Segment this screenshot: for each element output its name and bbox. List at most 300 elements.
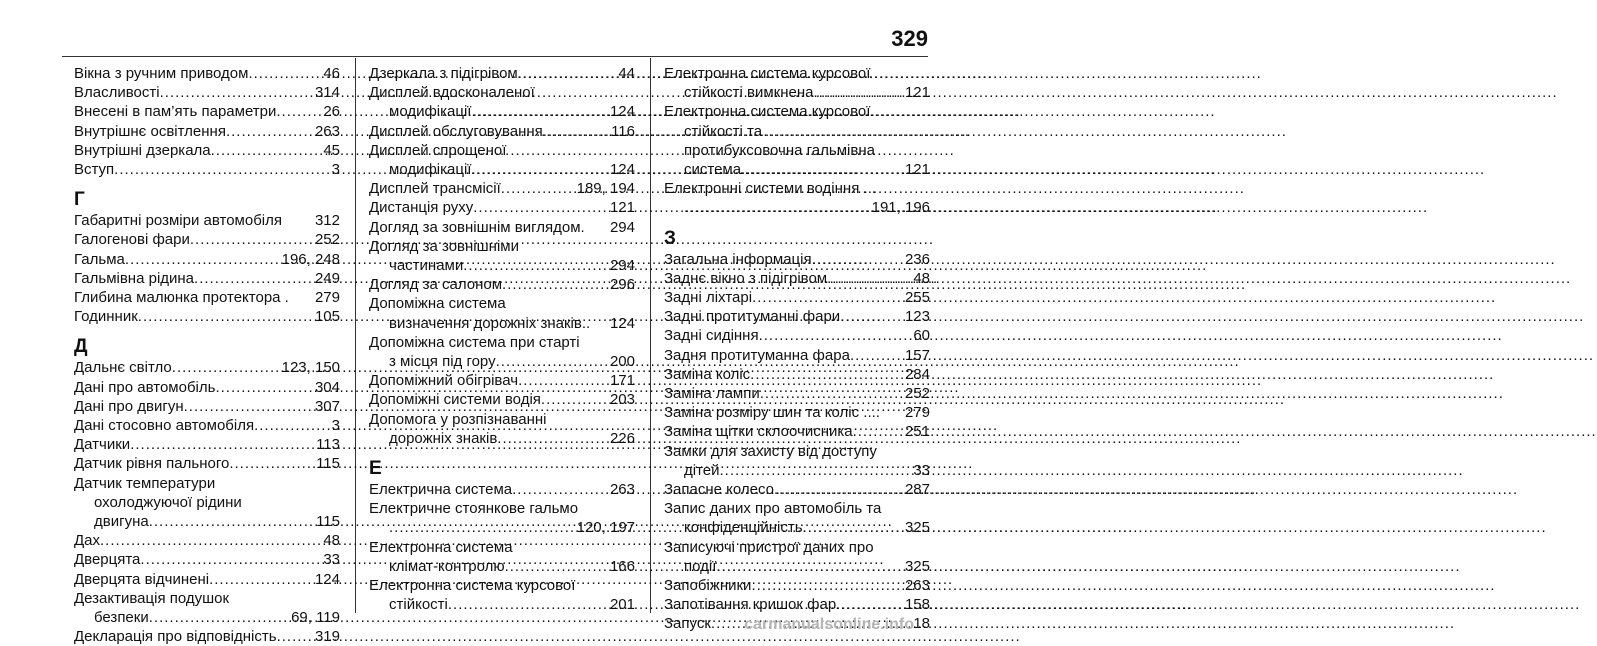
entry-term: Габаритні розміри автомобіля	[74, 212, 282, 230]
index-entry	[74, 141, 340, 160]
index-entry	[369, 83, 635, 121]
index-entry	[74, 211, 340, 230]
dot-leader	[471, 102, 608, 121]
index-entry	[664, 595, 930, 614]
index-entry-line	[369, 314, 635, 333]
index-entry-line	[664, 250, 930, 269]
page-reference: 33	[913, 461, 930, 479]
dot-leader	[543, 122, 609, 141]
index-entry-line	[664, 403, 930, 422]
index-entry-line	[369, 480, 635, 499]
index-entry	[74, 550, 340, 569]
dot-leader	[750, 365, 903, 384]
entry-term: Заміна розміру шин та коліс ....	[664, 404, 880, 422]
index-entry-line	[74, 435, 340, 454]
entry-term: Заміна щітки склоочисника	[664, 423, 853, 441]
index-entry	[664, 102, 930, 179]
letter-heading: Г	[74, 189, 85, 211]
entry-term: клімат-контролю	[389, 557, 505, 575]
page-reference: 33	[323, 551, 340, 569]
entry-term: модифікації	[389, 103, 472, 121]
entry-term: Внутрішні дзеркала	[74, 141, 211, 159]
index-entry-line	[369, 518, 635, 537]
page-reference: 121	[904, 161, 930, 179]
entry-term: Заміна лампи	[664, 385, 760, 403]
index-entry-line	[664, 346, 930, 365]
index-entry-line	[74, 64, 340, 83]
index-entry	[369, 390, 635, 409]
page-reference: 44	[618, 65, 635, 82]
index-entry-line	[74, 454, 340, 473]
dot-leader	[741, 160, 903, 179]
index-entry	[74, 570, 340, 589]
page-reference: 255	[904, 289, 930, 307]
dot-leader	[114, 160, 329, 179]
page-reference: 307	[314, 397, 340, 415]
page-reference: 124	[609, 103, 635, 121]
dot-leader	[473, 198, 608, 217]
entry-term: з місця під гору	[389, 353, 496, 371]
entry-term: Дистанція руху	[369, 199, 474, 217]
index-entry	[74, 627, 340, 646]
entry-term: Електронна система курсової	[664, 65, 871, 82]
entry-term: дітей	[684, 461, 720, 479]
page-reference: 325	[904, 519, 930, 537]
page-reference: 116	[611, 122, 635, 140]
dot-leader	[774, 480, 903, 499]
entry-term: Дисплей трансмісії	[369, 180, 501, 198]
page-reference: 314	[314, 84, 340, 102]
index-entry-line	[74, 589, 340, 608]
page-reference: 296	[609, 276, 635, 294]
index-entry-line	[664, 576, 930, 595]
entry-term: Дисплей спрощеної	[369, 141, 507, 159]
entry-term: Дані про автомобіль	[74, 378, 216, 396]
index-entry-line	[369, 83, 635, 102]
index-entry-line	[664, 141, 930, 160]
entry-term: Декларація про відповідність	[74, 628, 277, 646]
letter-heading: Е	[369, 458, 382, 480]
index-entry-line	[74, 288, 340, 307]
page-reference: 203	[609, 391, 635, 409]
index-entry-line	[74, 474, 340, 493]
entry-term: частинами	[389, 257, 464, 275]
entry-term: Дальнє світло	[74, 359, 172, 377]
index-entry	[74, 288, 340, 307]
entry-term: двигуна	[94, 513, 149, 531]
dot-leader	[518, 371, 608, 390]
index-entry	[74, 416, 340, 435]
index-entry-line	[369, 371, 635, 390]
dot-leader	[814, 83, 903, 102]
index-entry	[664, 403, 930, 422]
page-reference: 189, 194	[576, 180, 635, 198]
page-reference: 252	[314, 231, 340, 249]
index-entry	[369, 275, 635, 294]
entry-term: Електронна система курсової	[369, 577, 576, 595]
index-entry	[369, 218, 635, 237]
dot-leader	[505, 557, 608, 576]
index-entry	[74, 269, 340, 288]
entry-term: Допоміжний обігрівач	[369, 372, 519, 390]
page-reference: 124	[314, 570, 340, 588]
index-entry-line	[369, 595, 635, 614]
page-reference: 294	[609, 218, 635, 236]
dot-leader	[190, 230, 313, 249]
index-entry-line	[74, 512, 340, 531]
dot-leader	[836, 595, 903, 614]
page-reference: 191, 196	[871, 199, 930, 217]
index-entry	[664, 307, 930, 326]
index-entry	[369, 122, 635, 141]
dot-leader	[751, 576, 903, 595]
index-entry-line	[369, 410, 635, 429]
index-entry	[664, 250, 930, 269]
entry-term: Дисплей вдосконаленої	[369, 84, 535, 102]
index-entry-line	[664, 422, 930, 441]
index-entry	[369, 141, 635, 179]
entry-term: Датчик рівня пального	[74, 455, 230, 473]
entry-term: модифікації	[389, 161, 472, 179]
page-reference: 124	[609, 161, 635, 179]
entry-term: Допоміжна система при старті	[369, 333, 580, 351]
index-entry-line	[74, 627, 340, 646]
index-entry-line	[664, 122, 930, 141]
entry-term: Допоміжні системи водія	[369, 391, 541, 409]
index-entry-line	[664, 64, 930, 83]
index-entry-line	[369, 122, 635, 141]
index-entry-line	[74, 83, 340, 102]
index-entry	[369, 64, 635, 83]
index-entry-line	[664, 538, 930, 557]
index-entry	[664, 64, 930, 102]
entry-term: Дверцята відчинені	[74, 570, 210, 588]
entry-term: Догляд за зовнішнім виглядом.	[369, 218, 585, 236]
page-reference: 287	[904, 481, 930, 499]
index-entry	[664, 326, 930, 345]
index-entry-line	[369, 198, 635, 217]
page-reference: 18	[913, 615, 930, 633]
entry-term: Допоміжна система	[369, 295, 506, 313]
index-entry	[664, 499, 930, 537]
dot-leader	[149, 608, 289, 627]
index-entry-line	[74, 250, 340, 269]
dot-leader	[812, 250, 903, 269]
dot-leader	[276, 102, 321, 121]
index-entry	[664, 538, 930, 576]
entry-term: система	[684, 161, 742, 179]
index-entry	[74, 230, 340, 249]
page-reference: 115	[316, 513, 340, 531]
dot-leader	[389, 518, 575, 537]
entry-term: Вікна з ручним приводом	[74, 65, 249, 82]
index-entry-line	[74, 102, 340, 121]
index-column-3	[664, 64, 930, 634]
page-reference: 123	[904, 308, 930, 326]
index-entry-line	[664, 595, 930, 614]
page-reference: 3	[331, 161, 340, 179]
entry-term: Електронна система курсової	[664, 103, 871, 121]
index-entry	[664, 442, 930, 480]
dot-leader	[229, 454, 314, 473]
dot-leader	[501, 179, 575, 198]
dot-leader	[840, 307, 903, 326]
entry-term: охолоджуючої рідини	[94, 493, 242, 511]
index-entry-line	[369, 538, 635, 557]
page-reference: 226	[609, 429, 635, 447]
entry-term: Запис даних про автомобіль та	[664, 500, 882, 518]
index-entry-line	[664, 557, 930, 576]
dot-leader	[100, 531, 321, 550]
dot-leader	[226, 122, 313, 141]
page-reference: 263	[609, 481, 635, 499]
page-reference: 319	[314, 628, 340, 646]
letter-heading: Д	[74, 336, 88, 358]
index-entry-line	[664, 83, 930, 102]
dot-leader	[211, 141, 322, 160]
page-reference: 3	[331, 417, 340, 435]
dot-leader	[160, 83, 313, 102]
entry-term: Дані про двигун	[74, 397, 184, 415]
index-entry-line	[74, 358, 340, 377]
entry-term: Глибина малюнка протектора .	[74, 289, 289, 307]
dot-leader	[853, 422, 903, 441]
dot-leader	[277, 627, 313, 646]
dot-leader	[140, 550, 321, 569]
entry-term: Внесені в пам’ять параметри	[74, 103, 277, 121]
index-entry	[664, 576, 930, 595]
index-entry	[74, 160, 340, 179]
dot-leader	[471, 160, 608, 179]
entry-term: Дезактивація подушок	[74, 589, 230, 607]
index-entry-line	[74, 416, 340, 435]
page-reference: 48	[323, 532, 340, 550]
index-entry-line	[74, 307, 340, 326]
entry-term: Електронна система	[369, 538, 513, 556]
entry-term: дорожніх знаків	[389, 429, 498, 447]
index-entry-line	[74, 230, 340, 249]
entry-term: Дисплей обслуговування	[369, 122, 543, 140]
page-reference: 304	[314, 378, 340, 396]
index-entry	[664, 179, 930, 217]
index-entry-line	[664, 384, 930, 403]
index-entry	[664, 269, 930, 288]
index-entry-line	[74, 141, 340, 160]
index-column-2	[369, 64, 635, 614]
entry-term: конфіденційність	[684, 519, 803, 537]
entry-term: Годинник	[74, 308, 138, 326]
index-entry	[664, 422, 930, 441]
page-number: 329	[891, 26, 928, 51]
entry-term: Заднє вікно з підігрівом	[664, 269, 828, 287]
entry-term: Запуск	[664, 615, 711, 633]
index-entry	[369, 480, 635, 499]
index-entry	[664, 288, 930, 307]
page-reference: 200	[609, 353, 635, 371]
entry-term: Датчики	[74, 436, 131, 454]
index-entry	[74, 378, 340, 397]
page-reference: 171	[609, 372, 635, 390]
index-entry-line	[74, 531, 340, 550]
dot-leader	[448, 595, 608, 614]
index-entry	[74, 83, 340, 102]
entry-term: Записуючі пристрої даних про	[664, 538, 874, 556]
dot-leader	[463, 256, 608, 275]
index-entry	[74, 531, 340, 550]
page-reference: 294	[609, 257, 635, 275]
index-entry-line	[369, 275, 635, 294]
entry-term: Дзеркала з підігрівом	[369, 65, 518, 82]
page-reference: 279	[904, 404, 930, 422]
header-rule	[62, 56, 928, 57]
entry-term: Задні ліхтарі	[664, 289, 753, 307]
page-reference: 157	[904, 346, 930, 364]
page-reference: 121	[904, 84, 930, 102]
entry-term: стійкості вимкнена	[684, 84, 814, 102]
entry-term: Догляд за зовнішніми	[369, 237, 519, 255]
index-entry	[369, 410, 635, 448]
page-reference: 48	[913, 269, 930, 287]
index-entry-line	[369, 294, 635, 313]
index-entry-line	[74, 493, 340, 512]
entry-term: стійкості	[389, 596, 448, 614]
dot-leader	[497, 429, 608, 448]
index-entry	[369, 371, 635, 390]
dot-leader	[130, 435, 314, 454]
index-entry-line	[369, 64, 635, 83]
index-entry-line	[664, 518, 930, 537]
page-reference: 45	[323, 141, 340, 159]
entry-term: Гальмівна рідина	[74, 269, 195, 287]
index-entry-line	[664, 160, 930, 179]
page-reference: 69, 119	[291, 609, 340, 627]
dot-leader	[209, 570, 313, 589]
index-entry-line	[369, 352, 635, 371]
page-reference: 121	[609, 199, 635, 217]
page-reference: 26	[323, 103, 340, 121]
index-entry-line	[74, 397, 340, 416]
entry-term: стійкості та	[684, 122, 763, 140]
index-entry	[369, 198, 635, 217]
index-entry-line	[664, 269, 930, 288]
index-entry	[74, 397, 340, 416]
dot-leader	[496, 352, 608, 371]
entry-term: Допомога у розпізнаванні	[369, 410, 547, 428]
dot-leader	[254, 416, 330, 435]
entry-term: Електронні системи водіння . .	[664, 180, 876, 198]
entry-term: Загальна інформація	[664, 250, 812, 268]
page-reference: 105	[314, 308, 340, 326]
page-reference: 60	[913, 327, 930, 345]
index-entry	[74, 589, 340, 627]
page-reference: 325	[904, 557, 930, 575]
index-entry	[369, 179, 635, 198]
index-entry-line	[664, 288, 930, 307]
index-entry	[74, 64, 340, 83]
entry-term: безпеки	[94, 609, 149, 627]
index-entry	[74, 122, 340, 141]
page-reference: 249	[314, 269, 340, 287]
index-entry	[664, 346, 930, 365]
dot-leader	[716, 557, 903, 576]
page-reference: 251	[904, 423, 930, 441]
page-reference: 312	[314, 212, 340, 230]
page-reference: 113	[316, 436, 340, 454]
entry-term: Догляд за салоном	[369, 276, 503, 294]
index-entry	[74, 307, 340, 326]
index-entry-line	[369, 333, 635, 352]
index-entry	[369, 333, 635, 371]
index-entry	[74, 358, 340, 377]
entry-term: Замки для захисту від доступу	[664, 442, 877, 460]
page-reference: 196, 248	[281, 250, 340, 268]
entry-term: Вступ	[74, 161, 115, 179]
index-entry	[369, 538, 635, 576]
entry-term: Запасне колесо	[664, 481, 775, 499]
index-entry-line	[74, 269, 340, 288]
entry-term: Задні протитуманні фари	[664, 308, 841, 326]
entry-term: Галогенові фари	[74, 231, 190, 249]
index-entry	[74, 454, 340, 473]
index-entry	[664, 480, 930, 499]
entry-term: Задні сидіння	[664, 327, 759, 345]
index-entry-line	[664, 307, 930, 326]
index-entry-line	[664, 198, 930, 217]
entry-term: Внутрішнє освітлення	[74, 122, 226, 140]
dot-leader	[125, 250, 280, 269]
page-reference: 46	[323, 65, 340, 82]
index-entry	[74, 435, 340, 454]
dot-leader	[172, 358, 280, 377]
index-entry-line	[664, 499, 930, 518]
index-entry	[664, 365, 930, 384]
entry-term: Датчик температури	[74, 474, 216, 492]
watermark: carmanualsonline.info	[744, 616, 914, 633]
dot-leader	[149, 512, 314, 531]
entry-term: Запотівання кришок фар	[664, 596, 837, 614]
entry-term: визначення дорожніх знаків..	[389, 314, 591, 332]
letter-heading: З	[664, 227, 676, 249]
index-entry	[74, 474, 340, 532]
index-entry	[74, 250, 340, 269]
entry-term: Дах	[74, 532, 101, 550]
dot-leader	[720, 461, 912, 480]
dot-leader	[138, 307, 313, 326]
dot-leader	[518, 64, 617, 83]
page-reference: 120, 197	[576, 519, 635, 537]
page-reference: 115	[316, 455, 340, 473]
index-entry-line	[74, 608, 340, 627]
index-entry	[74, 102, 340, 121]
page-reference: 279	[314, 289, 340, 307]
index-entry-line	[664, 102, 930, 121]
index-entry-line	[369, 102, 635, 121]
index-entry-line	[369, 576, 635, 595]
page-reference: 284	[904, 365, 930, 383]
entry-term: події	[684, 557, 717, 575]
page-reference: 263	[904, 577, 930, 595]
index-entry-line	[664, 442, 930, 461]
dot-leader	[684, 198, 870, 217]
index-entry	[369, 576, 635, 614]
dot-leader	[752, 288, 903, 307]
index-entry	[369, 499, 635, 537]
index-entry-line	[74, 378, 340, 397]
dot-leader	[502, 275, 608, 294]
entry-term: Електрична система	[369, 481, 513, 499]
index-entry-line	[369, 557, 635, 576]
entry-term: Дані стосовно автомобіля	[74, 417, 255, 435]
